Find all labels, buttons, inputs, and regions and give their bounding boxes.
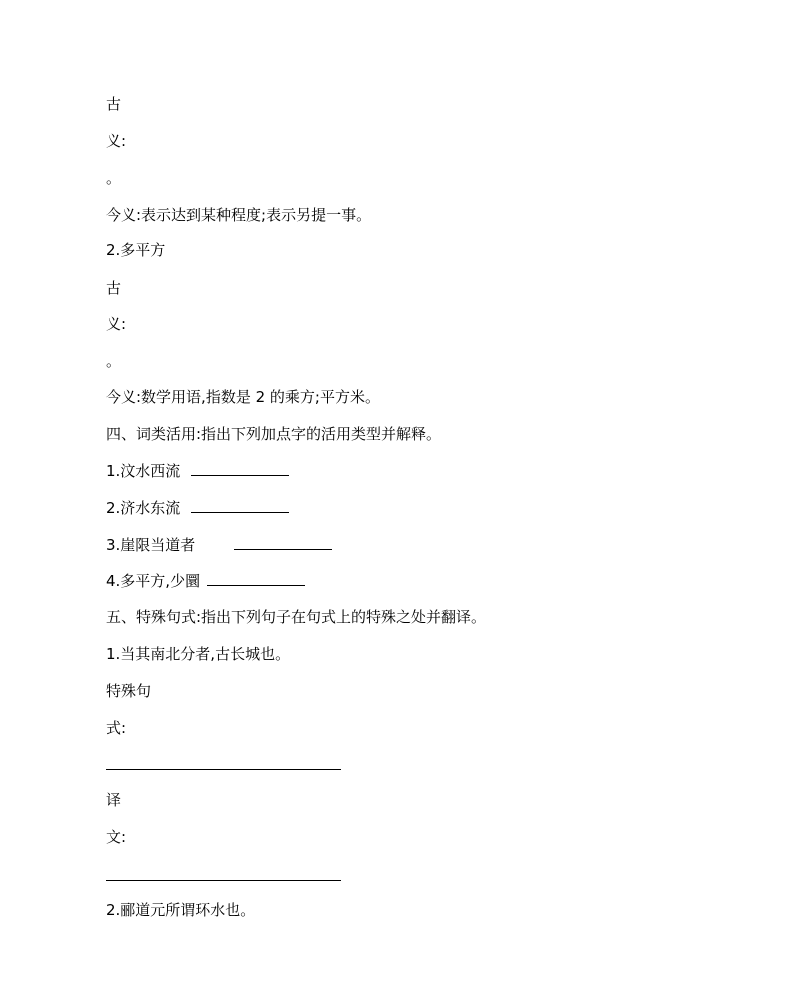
answer-blank-3[interactable]: [234, 535, 332, 550]
sentence-2: 2.郦道元所谓环水也。: [106, 901, 256, 919]
answer-blank-4[interactable]: [207, 571, 305, 586]
text-line-jinyi-1: 今义:表示达到某种程度;表示另提一事。: [106, 206, 372, 224]
question-4-row: [106, 571, 305, 591]
question-1-text: 1.汶水西流: [106, 462, 181, 480]
answer-line-translation[interactable]: [106, 880, 341, 881]
text-line-yi-1: 义:: [106, 132, 127, 150]
question-2-row: [106, 498, 289, 518]
text-line-jinyi-2: 今义:数学用语,指数是 2 的乘方;平方米。: [106, 388, 380, 406]
question-1-row: [106, 461, 289, 481]
sentence-1: 1.当其南北分者,古长城也。: [106, 645, 291, 663]
question-3-text: 3.崖限当道者: [106, 536, 196, 554]
text-line-period-1: 。: [106, 169, 122, 187]
answer-blank-1[interactable]: [191, 461, 289, 476]
question-3-row: [106, 535, 332, 555]
text-line-gu-1: 古: [106, 95, 122, 113]
item-duopingfang-heading: 2.多平方: [106, 241, 166, 259]
label-yi: 译: [106, 791, 122, 809]
section-five-heading: 五、特殊句式:指出下列句子在句式上的特殊之处并翻译。: [106, 608, 487, 626]
text-line-period-2: 。: [106, 352, 122, 370]
text-line-yi-2: 义:: [106, 315, 127, 333]
answer-line-special-pattern[interactable]: [106, 769, 341, 770]
question-4-text: 4.多平方,少圜: [106, 572, 201, 590]
label-shi: 式:: [106, 719, 127, 737]
label-wen: 文:: [106, 828, 127, 846]
question-2-text: 2.济水东流: [106, 499, 181, 517]
section-four-heading: 四、词类活用:指出下列加点字的活用类型并解释。: [106, 425, 442, 443]
label-teshuju: 特殊句: [106, 682, 152, 700]
answer-blank-2[interactable]: [191, 498, 289, 513]
text-line-gu-2: 古: [106, 279, 122, 297]
